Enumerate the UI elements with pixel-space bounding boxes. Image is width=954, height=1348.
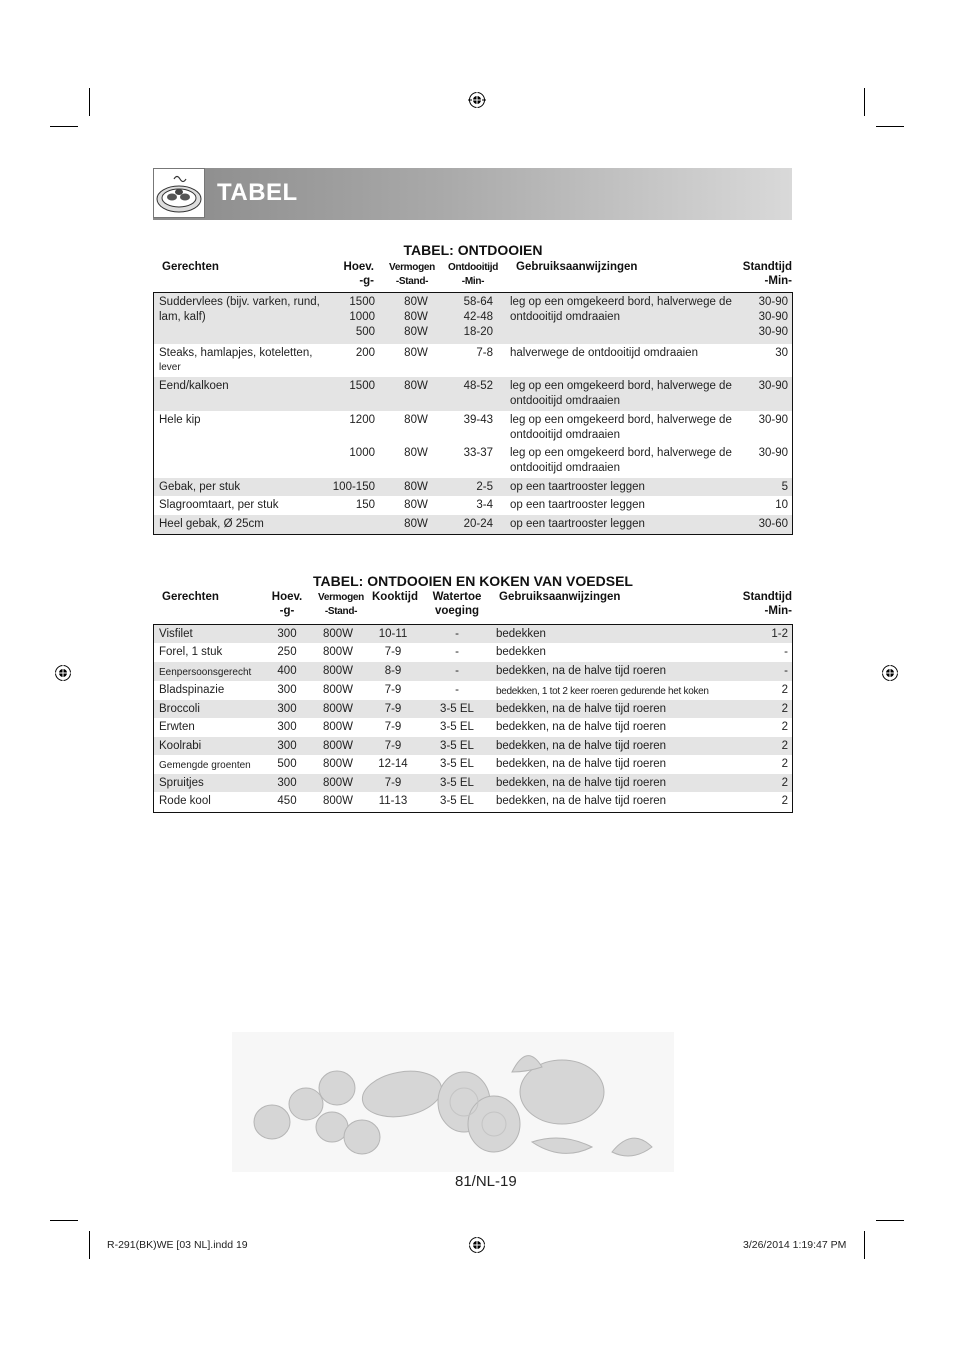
page-number: 81/NL-19 (455, 1173, 517, 1190)
dish-name: Rode kool (159, 795, 211, 807)
water: 3-5 EL (440, 758, 474, 770)
crop-mark (864, 88, 865, 116)
registration-mark-icon (468, 91, 486, 109)
stand-time: 2 (781, 684, 788, 696)
registration-mark-icon (468, 1236, 486, 1254)
table-row (154, 700, 792, 718)
water: 3-5 EL (440, 795, 474, 807)
power: 80W (404, 347, 428, 359)
cooking-table (153, 624, 793, 813)
instructions: op een taartrooster leggen (510, 499, 645, 511)
dish-name: Gebak, per stuk (159, 481, 241, 493)
stand-time: 30-90 (758, 414, 788, 426)
dish-name: Koolrabi (159, 740, 202, 752)
instructions: bedekken, na de halve tijd roeren (496, 758, 667, 770)
crop-mark (50, 126, 78, 127)
table-row (154, 444, 792, 478)
table-row (154, 718, 792, 737)
cook-time: 7-9 (384, 721, 402, 733)
column-header-line: -Stand- (395, 276, 429, 287)
stand-time: 1-2 (771, 628, 788, 640)
table-row (154, 515, 792, 534)
table-row (154, 755, 792, 774)
amount: 300 (277, 628, 297, 640)
table-row (154, 643, 792, 662)
table-row (154, 478, 792, 496)
defrost-time: 20-24 (463, 518, 493, 530)
power: 800W (322, 740, 354, 752)
stand-time: 30-90 (758, 380, 788, 392)
stand-time: 30-60 (758, 518, 788, 530)
dish-name: Visfilet (159, 628, 193, 640)
registration-mark-icon (881, 664, 899, 682)
table-row (154, 737, 792, 755)
stand-time: 2 (781, 777, 788, 789)
column-header-line: Ontdooitijd (447, 262, 498, 273)
crop-mark (876, 1220, 904, 1221)
instructions: bedekken, 1 tot 2 keer roeren gedurende het koken (496, 686, 709, 697)
dish-name: Forel, 1 stuk (159, 646, 223, 658)
power: 800W (322, 795, 354, 807)
stand-time: - (784, 665, 788, 677)
column-header (442, 261, 504, 289)
stand-time: 2 (781, 703, 788, 715)
column-header (722, 590, 792, 618)
table-title: TABEL: ONTDOOIEN (403, 242, 543, 258)
registration-mark-icon (54, 664, 72, 682)
defrost-time: 58-64 42-48 18-20 (463, 296, 493, 338)
amount: 1500 1000 500 (349, 296, 375, 338)
power: 800W (322, 684, 354, 696)
column-header-line: voeging (434, 605, 480, 617)
instructions: bedekken, na de halve tijd roeren (496, 665, 667, 677)
water: - (455, 628, 459, 640)
column-header-line: Standtijd (742, 261, 792, 273)
defrost-time: 48-52 (463, 380, 493, 392)
cook-time: 7-9 (384, 777, 402, 789)
stand-time: 30 (775, 347, 788, 359)
power: 800W (322, 703, 354, 715)
amount: 1500 (349, 380, 375, 392)
column-header-line: -Min- (461, 276, 485, 287)
dish-name: Heel gebak, Ø 25cm (159, 518, 264, 530)
instructions: halverwege de ontdooitijd omdraaien (510, 347, 698, 359)
dish-name: Bladspinazie (159, 684, 225, 696)
instructions: bedekken, na de halve tijd roeren (496, 777, 667, 789)
table-row (154, 681, 792, 700)
dish-name: Erwten (159, 721, 195, 733)
power: 80W (404, 499, 428, 511)
defrost-time: 3-4 (476, 499, 493, 511)
crop-mark (50, 1220, 78, 1221)
power: 800W (322, 721, 354, 733)
amount: 200 (355, 347, 375, 359)
column-header-line: Vermogen (318, 592, 364, 603)
stand-time: - (784, 646, 788, 658)
stand-time: 5 (781, 481, 788, 493)
dish-name-line: Steaks, hamlapjes, koteletten, (159, 347, 313, 359)
amount: 100-150 (332, 481, 375, 493)
column-header-line: -g- (359, 275, 374, 287)
dish-name-line: lever (159, 362, 181, 373)
page-title: TABEL (217, 179, 298, 206)
defrost-plate-icon (153, 168, 205, 218)
column-header: Kooktijd (372, 591, 418, 603)
instructions: leg op een omgekeerd bord, halverwege de ontdooitijd omdraaien (510, 414, 732, 441)
cook-time: 10-11 (378, 628, 408, 640)
amount: 1000 (349, 447, 375, 459)
defrost-time: 39-43 (463, 414, 493, 426)
column-header-line: Hoev. (271, 591, 303, 603)
table-title: TABEL: ONTDOOIEN EN KOKEN VAN VOEDSEL (313, 573, 633, 589)
stand-time: 30-90 (758, 447, 788, 459)
dish-name (159, 346, 324, 374)
power: 800W (322, 777, 354, 789)
instructions: leg op een omgekeerd bord, halverwege de ontdooitijd omdraaien (510, 447, 732, 474)
stand-time: 2 (781, 795, 788, 807)
water: - (455, 646, 459, 658)
power: 80W 80W 80W (404, 296, 428, 338)
instructions: op een taartrooster leggen (510, 481, 645, 493)
table-row (154, 774, 792, 792)
column-header-line: Hoev. (343, 261, 374, 273)
amount: 150 (355, 499, 375, 511)
column-header (330, 260, 374, 288)
instructions: leg op een omgekeerd bord, halverwege de ontdooitijd omdraaien (510, 380, 732, 407)
amount: 300 (277, 721, 297, 733)
crop-mark (89, 88, 90, 116)
column-header (312, 591, 370, 619)
dish-name: Slagroomtaart, per stuk (159, 499, 279, 511)
amount: 250 (277, 646, 297, 658)
column-header (722, 260, 792, 288)
dish-name: Spruitjes (159, 777, 204, 789)
cook-time: 7-9 (384, 684, 402, 696)
cook-time: 7-9 (384, 740, 402, 752)
cook-time: 11-13 (378, 795, 408, 807)
table-row (154, 377, 792, 411)
power: 80W (404, 518, 428, 530)
crop-mark (89, 1231, 90, 1259)
section-header (153, 168, 792, 220)
slug-file: R-291(BK)WE [03 NL].indd 19 (107, 1239, 248, 1251)
stand-time: 30-90 30-90 30-90 (758, 296, 788, 338)
cook-time: 8-9 (384, 665, 402, 677)
dish-name: Gemengde groenten (159, 760, 251, 771)
dish-name: Eenpersoonsgerecht (159, 667, 252, 678)
dish-name: Hele kip (159, 414, 201, 426)
amount: 500 (277, 758, 297, 770)
crop-mark (864, 1231, 865, 1259)
column-header-line: Standtijd (742, 591, 792, 603)
water: - (455, 684, 459, 696)
cook-time: 7-9 (384, 646, 402, 658)
stand-time: 10 (775, 499, 788, 511)
cook-time: 12-14 (378, 758, 408, 770)
crop-mark (876, 126, 904, 127)
water: 3-5 EL (440, 740, 474, 752)
table-row (154, 625, 792, 643)
instructions: bedekken (496, 628, 546, 640)
slug-date: 3/26/2014 1:19:47 PM (743, 1239, 847, 1251)
column-header: Gerechten (162, 591, 219, 603)
column-header (264, 590, 310, 618)
column-header-line: -g- (279, 605, 295, 617)
column-header: Gerechten (162, 261, 219, 273)
dish-name: Broccoli (159, 703, 200, 715)
column-header (383, 261, 441, 289)
power: 80W (404, 380, 428, 392)
table-row (154, 496, 792, 515)
amount: 300 (277, 684, 297, 696)
power: 800W (322, 665, 354, 677)
vegetables-illustration (232, 1032, 674, 1172)
defrost-time: 2-5 (476, 481, 493, 493)
amount: 300 (277, 777, 297, 789)
column-header-line: -Stand- (324, 606, 358, 617)
power: 800W (322, 628, 354, 640)
instructions: bedekken, na de halve tijd roeren (496, 795, 667, 807)
table-row (154, 411, 792, 444)
power: 800W (322, 646, 354, 658)
instructions: bedekken, na de halve tijd roeren (496, 703, 667, 715)
column-header: Gebruiksaanwijzingen (516, 261, 638, 273)
amount: 300 (277, 740, 297, 752)
instructions: op een taartrooster leggen (510, 518, 645, 530)
instructions: leg op een omgekeerd bord, halverwege de ontdooitijd omdraaien (510, 296, 732, 323)
stand-time: 2 (781, 721, 788, 733)
column-header (424, 590, 490, 618)
power: 800W (322, 758, 354, 770)
defrost-table (153, 292, 793, 535)
table-row (154, 662, 792, 681)
stand-time: 2 (781, 758, 788, 770)
amount: 400 (277, 665, 297, 677)
water: - (455, 665, 459, 677)
amount: 300 (277, 703, 297, 715)
table-row (154, 792, 792, 812)
water: 3-5 EL (440, 703, 474, 715)
defrost-time: 33-37 (463, 447, 493, 459)
amount: 1200 (349, 414, 375, 426)
water: 3-5 EL (440, 721, 474, 733)
power: 80W (404, 447, 428, 459)
column-header: Gebruiksaanwijzingen (499, 591, 621, 603)
column-header-line: Vermogen (389, 262, 435, 273)
column-header-line: -Min- (764, 275, 792, 287)
column-header-line: Watertoe (432, 591, 482, 603)
power: 80W (404, 414, 428, 426)
instructions: bedekken, na de halve tijd roeren (496, 740, 667, 752)
cook-time: 7-9 (384, 703, 402, 715)
table-row (154, 344, 792, 377)
table-row (154, 293, 792, 344)
defrost-time: 7-8 (476, 347, 493, 359)
column-header-line: -Min- (764, 605, 792, 617)
dish-name: Eend/kalkoen (159, 380, 229, 392)
power: 80W (404, 481, 428, 493)
water: 3-5 EL (440, 777, 474, 789)
stand-time: 2 (781, 740, 788, 752)
dish-name: Suddervlees (bijv. varken, rund, lam, kalf) (159, 296, 320, 323)
instructions: bedekken, na de halve tijd roeren (496, 721, 667, 733)
amount: 450 (277, 795, 297, 807)
instructions: bedekken (496, 646, 546, 658)
